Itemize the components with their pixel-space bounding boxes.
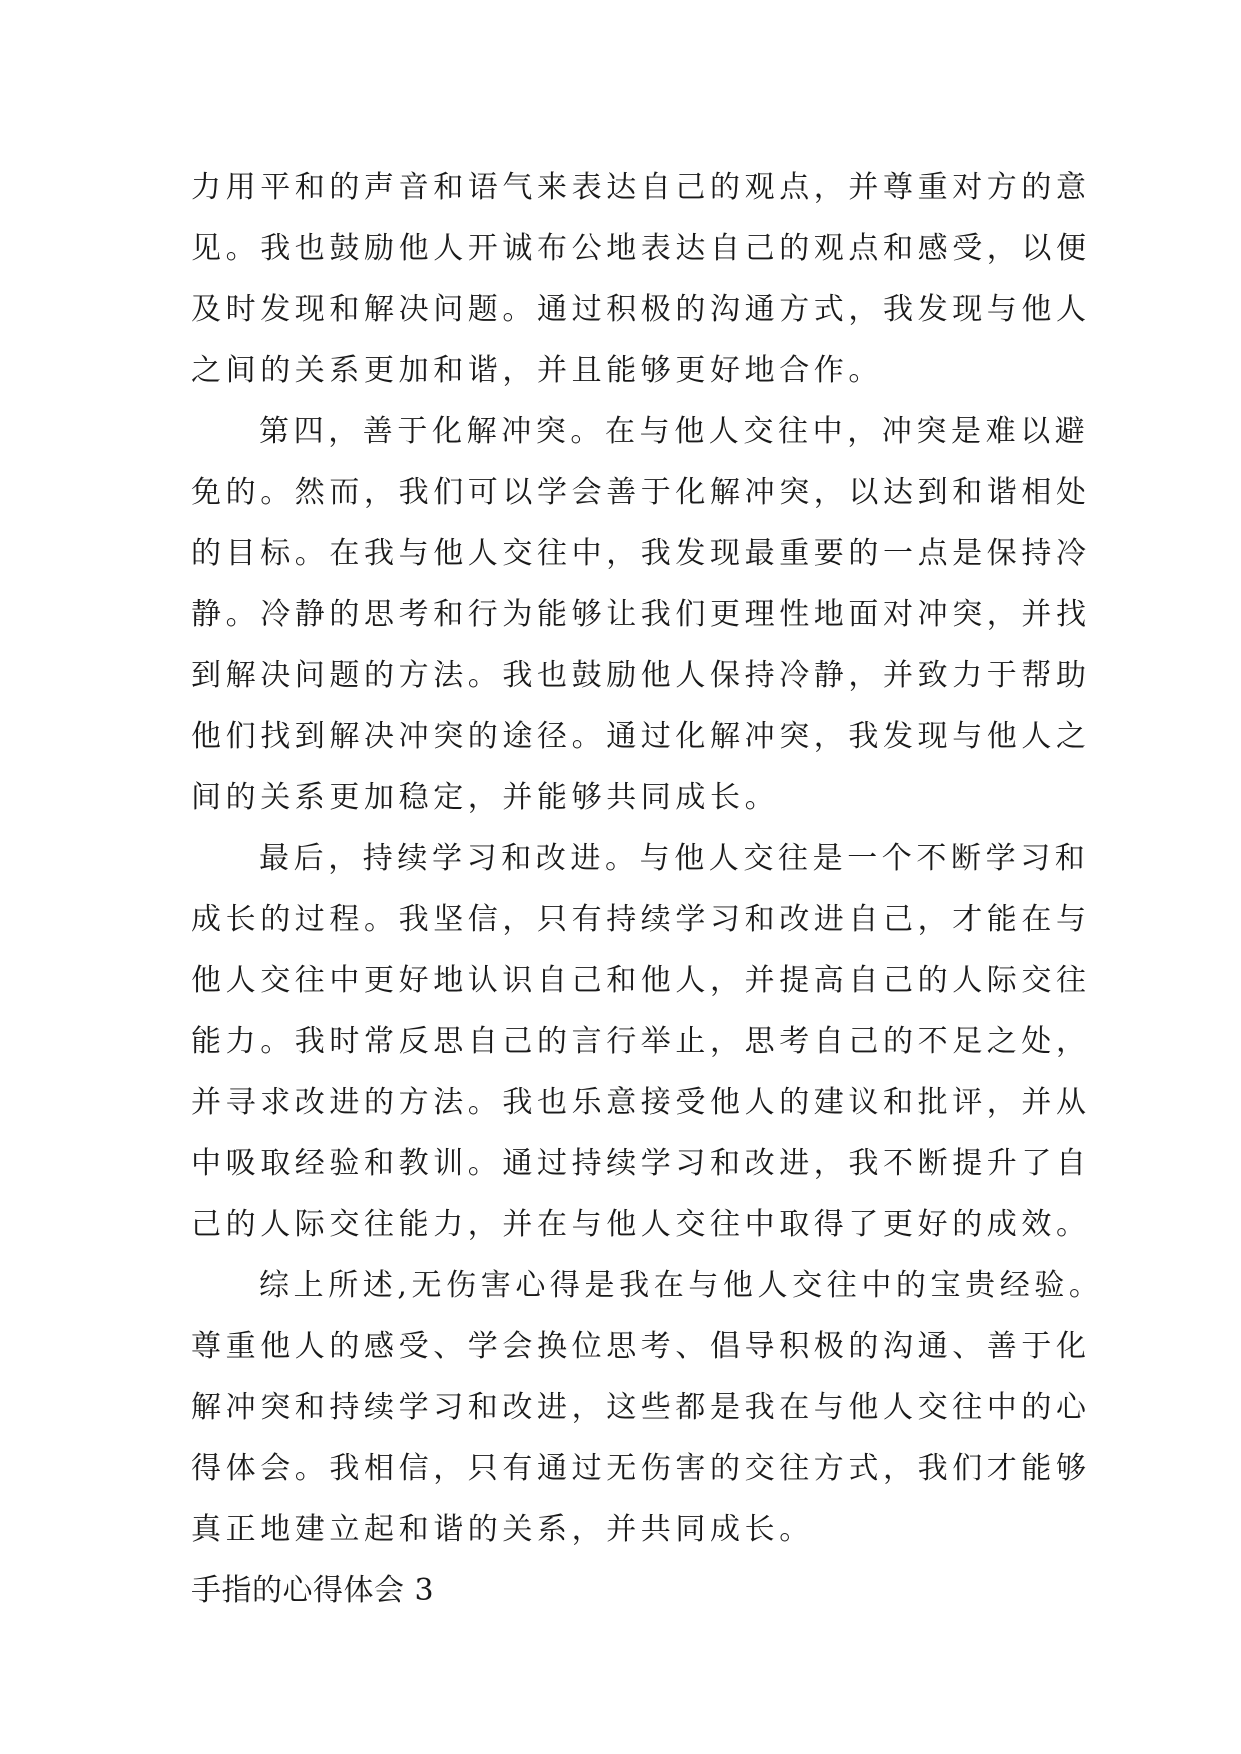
- paragraph-resolve-conflict: [191, 401, 1091, 828]
- text-line: 并寻求改进的方法。我也乐意接受他人的建议和批评，并从: [191, 1085, 1091, 1120]
- paragraph-communication-end: [191, 157, 1091, 401]
- paragraph-continuous-learning: [191, 828, 1091, 1255]
- text-line: 尊重他人的感受、学会换位思考、倡导积极的沟通、善于化: [191, 1329, 1091, 1364]
- document-body: [191, 157, 1104, 1621]
- text-line: 中吸取经验和教训。通过持续学习和改进，我不断提升了自: [191, 1146, 1091, 1181]
- text-line: 免的。然而，我们可以学会善于化解冲突，以达到和谐相处: [191, 475, 1091, 510]
- text-line: 静。冷静的思考和行为能够让我们更理性地面对冲突，并找: [191, 597, 1091, 632]
- text-line: 他们找到解决冲突的途径。通过化解冲突，我发现与他人之: [191, 719, 1091, 754]
- text-line: 最后，持续学习和改进。与他人交往是一个不断学习和: [259, 841, 1090, 876]
- text-line: 间的关系更加稳定，并能够共同成长。: [191, 780, 780, 815]
- text-line: 真正地建立起和谐的关系，并共同成长。: [191, 1512, 814, 1547]
- text-line: 解冲突和持续学习和改进，这些都是我在与他人交往中的心: [191, 1390, 1091, 1425]
- text-line: 综上所述,无伤害心得是我在与他人交往中的宝贵经验。: [259, 1268, 1104, 1303]
- text-line: 得体会。我相信，只有通过无伤害的交往方式，我们才能够: [191, 1451, 1091, 1486]
- text-line: 之间的关系更加和谐，并且能够更好地合作。: [191, 353, 883, 388]
- text-line: 力用平和的声音和语气来表达自己的观点，并尊重对方的意: [191, 170, 1091, 205]
- text-line: 他人交往中更好地认识自己和他人，并提高自己的人际交往: [191, 963, 1091, 998]
- paragraph-conclusion: [191, 1255, 1104, 1560]
- text-line: 的目标。在我与他人交往中，我发现最重要的一点是保持冷: [191, 536, 1091, 571]
- text-line: 及时发现和解决问题。通过积极的沟通方式，我发现与他人: [191, 292, 1091, 327]
- text-line: 第四，善于化解冲突。在与他人交往中，冲突是难以避: [259, 414, 1090, 449]
- text-line: 能力。我时常反思自己的言行举止，思考自己的不足之处，: [191, 1024, 1091, 1059]
- text-line: 到解决问题的方法。我也鼓励他人保持冷静，并致力于帮助: [191, 658, 1091, 693]
- text-line: 见。我也鼓励他人开诚布公地表达自己的观点和感受，以便: [191, 231, 1091, 266]
- text-line: 己的人际交往能力，并在与他人交往中取得了更好的成效。: [191, 1207, 1091, 1242]
- section-title: 手指的心得体会 3: [191, 1573, 435, 1608]
- text-line: 成长的过程。我坚信，只有持续学习和改进自己，才能在与: [191, 902, 1091, 937]
